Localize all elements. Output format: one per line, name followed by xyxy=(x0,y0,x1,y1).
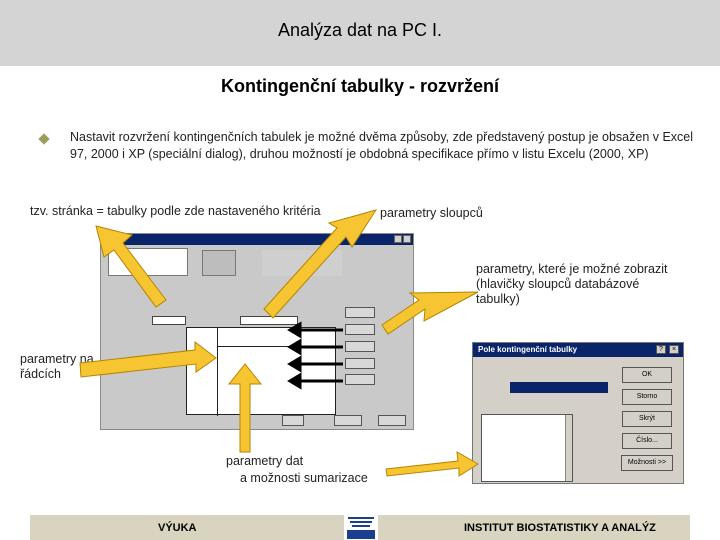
arrow-row-field xyxy=(80,342,216,377)
column-label: parametry sloupců xyxy=(380,206,483,220)
arrow-column-field xyxy=(264,210,376,318)
bullet-text: Nastavit rozvržení kontingenčních tabulek je možné dvěma způsoby, zde představený postup je obsažen v Excel 97, 2000 i XP (speciální dialog), druhou možností je obdobná specifikace přímo v listu Excelu (2000, XP) xyxy=(70,130,694,161)
dialog-options-button[interactable]: Možnosti >> xyxy=(621,455,673,471)
arrow-field-list xyxy=(382,292,478,334)
dialog-help-icon[interactable]: ? xyxy=(656,345,666,354)
dialog-hide-button[interactable]: Skrýt xyxy=(622,411,672,427)
arrow-summarize xyxy=(386,452,478,476)
arrow-data-field xyxy=(229,364,261,452)
fields-label: parametry, které je možné zobrazit (hlavičky sloupců databázové tabulky) xyxy=(476,262,668,306)
data-label-1: parametry dat xyxy=(226,454,304,468)
page-label: tzv. stránka = tabulky podle zde nastaveného kritéria xyxy=(30,204,321,218)
iba-logo-icon xyxy=(344,513,378,540)
dialog-cancel-button[interactable]: Storno xyxy=(622,389,672,405)
slide-title: Kontingenční tabulky - rozvržení xyxy=(220,76,500,96)
footer-left: VÝUKA xyxy=(158,522,197,534)
black-arrows xyxy=(290,324,343,387)
footer-right: INSTITUT BIOSTATISTIKY A ANALÝZ xyxy=(464,522,656,534)
arrow-page-field xyxy=(96,226,166,307)
dialog-close-icon[interactable]: × xyxy=(669,345,679,354)
dialog-title: Pole kontingenční tabulky xyxy=(478,345,578,354)
row-label: parametry na řádcích xyxy=(20,352,94,381)
header-title: Analýza dat na PC I. xyxy=(277,20,443,40)
dialog-number-button[interactable]: Číslo... xyxy=(622,433,672,449)
dialog-ok-button[interactable]: OK xyxy=(622,367,672,383)
data-label-2: a možnosti sumarizace xyxy=(240,471,368,485)
